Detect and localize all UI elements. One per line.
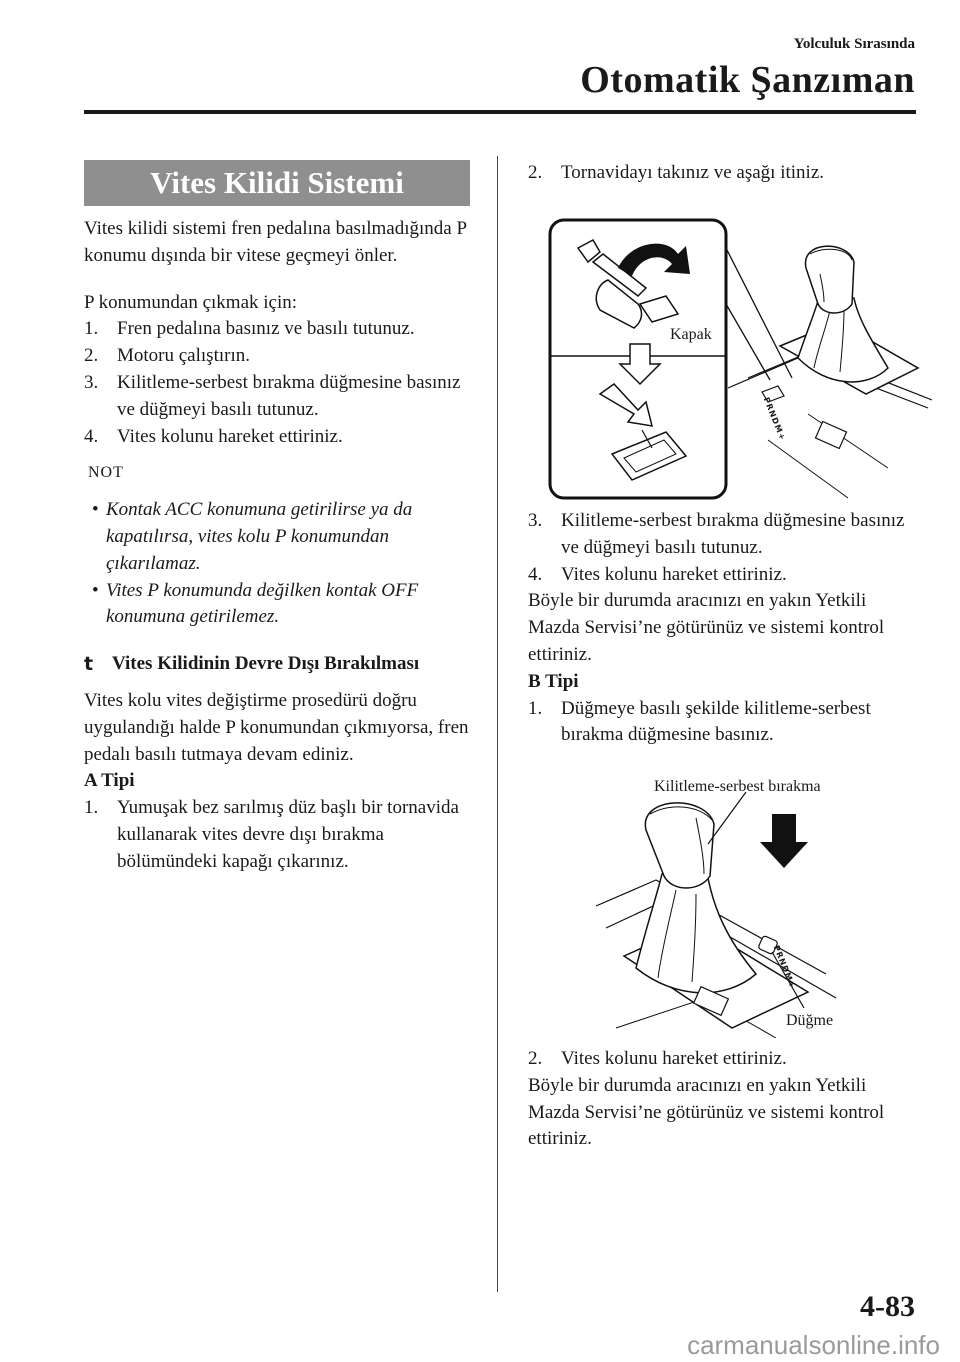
step-item: 3. Kilitleme-serbest bırakma düğmesine basınız ve düğmeyi basılı tutunuz. [84, 371, 461, 420]
right-column-middle [528, 508, 918, 749]
procedure-lead: P konumundan çıkmak için: [84, 291, 298, 313]
button-label: Düğme [786, 1012, 834, 1029]
right-column-top [528, 160, 918, 187]
note-label: NOT [88, 464, 124, 482]
right-column-bottom [528, 1046, 918, 1153]
step-item: 1. Yumuşak bez sarılmış düz başlı bir tornavida kullanarak vites devre dışı bırakma bölümündeki kapağı çıkarınız. [84, 797, 459, 872]
running-header-section: Yolculuk Sırasında [793, 36, 915, 52]
left-column [84, 216, 474, 876]
gate-letter: PRNDM+ [771, 944, 798, 991]
step-item: 2. Tornavidayı takınız ve aşağı itiniz. [528, 162, 825, 183]
figure-cover-removal [548, 218, 932, 502]
note-bullet: • Kontak ACC konumuna getirilirse ya da kapatılırsa, vites kolu P konumundan çıkarılamaz. [92, 499, 413, 574]
column-divider [497, 156, 498, 1292]
type-a-heading: A Tipi [84, 770, 135, 792]
intro-paragraph: Vites kilidi sistemi fren pedalına basılmadığında P konumu dışında bir vitese geçmeyi önler. [84, 218, 467, 266]
button-release-illustration [596, 778, 876, 1038]
step-item: 4. Vites kolunu hareket ettiriniz. [528, 563, 787, 585]
service-paragraph: Böyle bir durumda aracınızı en yakın Yetkili Mazda Servisi’ne götürünüz ve sistemi kontrol ettiriniz. [528, 1074, 885, 1150]
section-title-banner: Vites Kilidi Sistemi [84, 160, 470, 206]
kapak-label: Kapak [670, 326, 712, 343]
lock-release-label: Kilitleme-serbest bırakma [654, 778, 821, 795]
step-item: 3. Kilitleme-serbest bırakma düğmesine basınız ve düğmeyi basılı tutunuz. [528, 510, 905, 558]
service-paragraph: Böyle bir durumda aracınızı en yakın Yetkili Mazda Servisi’ne götürünüz ve sistemi kontrol ettiriniz. [528, 590, 885, 665]
override-paragraph: Vites kolu vites değiştirme prosedürü doğru uygulandığı halde P konumundan çıkmıyorsa, fren pedalı basılı tutmaya devam ediniz. [84, 689, 469, 765]
step-item: 1. Fren pedalına basınız ve basılı tutunuz. [84, 318, 415, 340]
header-rule [84, 110, 916, 114]
heading-marker-icon: t [84, 653, 94, 676]
step-item: 4. Vites kolunu hareket ettiriniz. [84, 425, 343, 447]
gate-letter: PRNDM+ [761, 396, 788, 443]
note-bullet: • Vites P konumunda değilken kontak OFF konumuna getirilemez. [92, 579, 419, 628]
step-item: 1. Düğmeye basılı şekilde kilitleme-serbest bırakma düğmesine basınız. [528, 697, 871, 746]
cover-removal-illustration [548, 218, 932, 502]
step-item: 2. Motoru çalıştırın. [84, 345, 250, 367]
type-b-heading: B Tipi [528, 670, 579, 692]
running-header-chapter: Otomatik Şanzıman [580, 59, 915, 101]
step-item: 2. Vites kolunu hareket ettiriniz. [528, 1048, 787, 1069]
footer-watermark: carmanualsonline.info [687, 1330, 940, 1360]
figure-button-release [596, 778, 876, 1038]
subsection-heading: t Vites Kilidinin Devre Dışı Bırakılması [84, 651, 474, 678]
page-number: 4-83 [860, 1290, 915, 1323]
